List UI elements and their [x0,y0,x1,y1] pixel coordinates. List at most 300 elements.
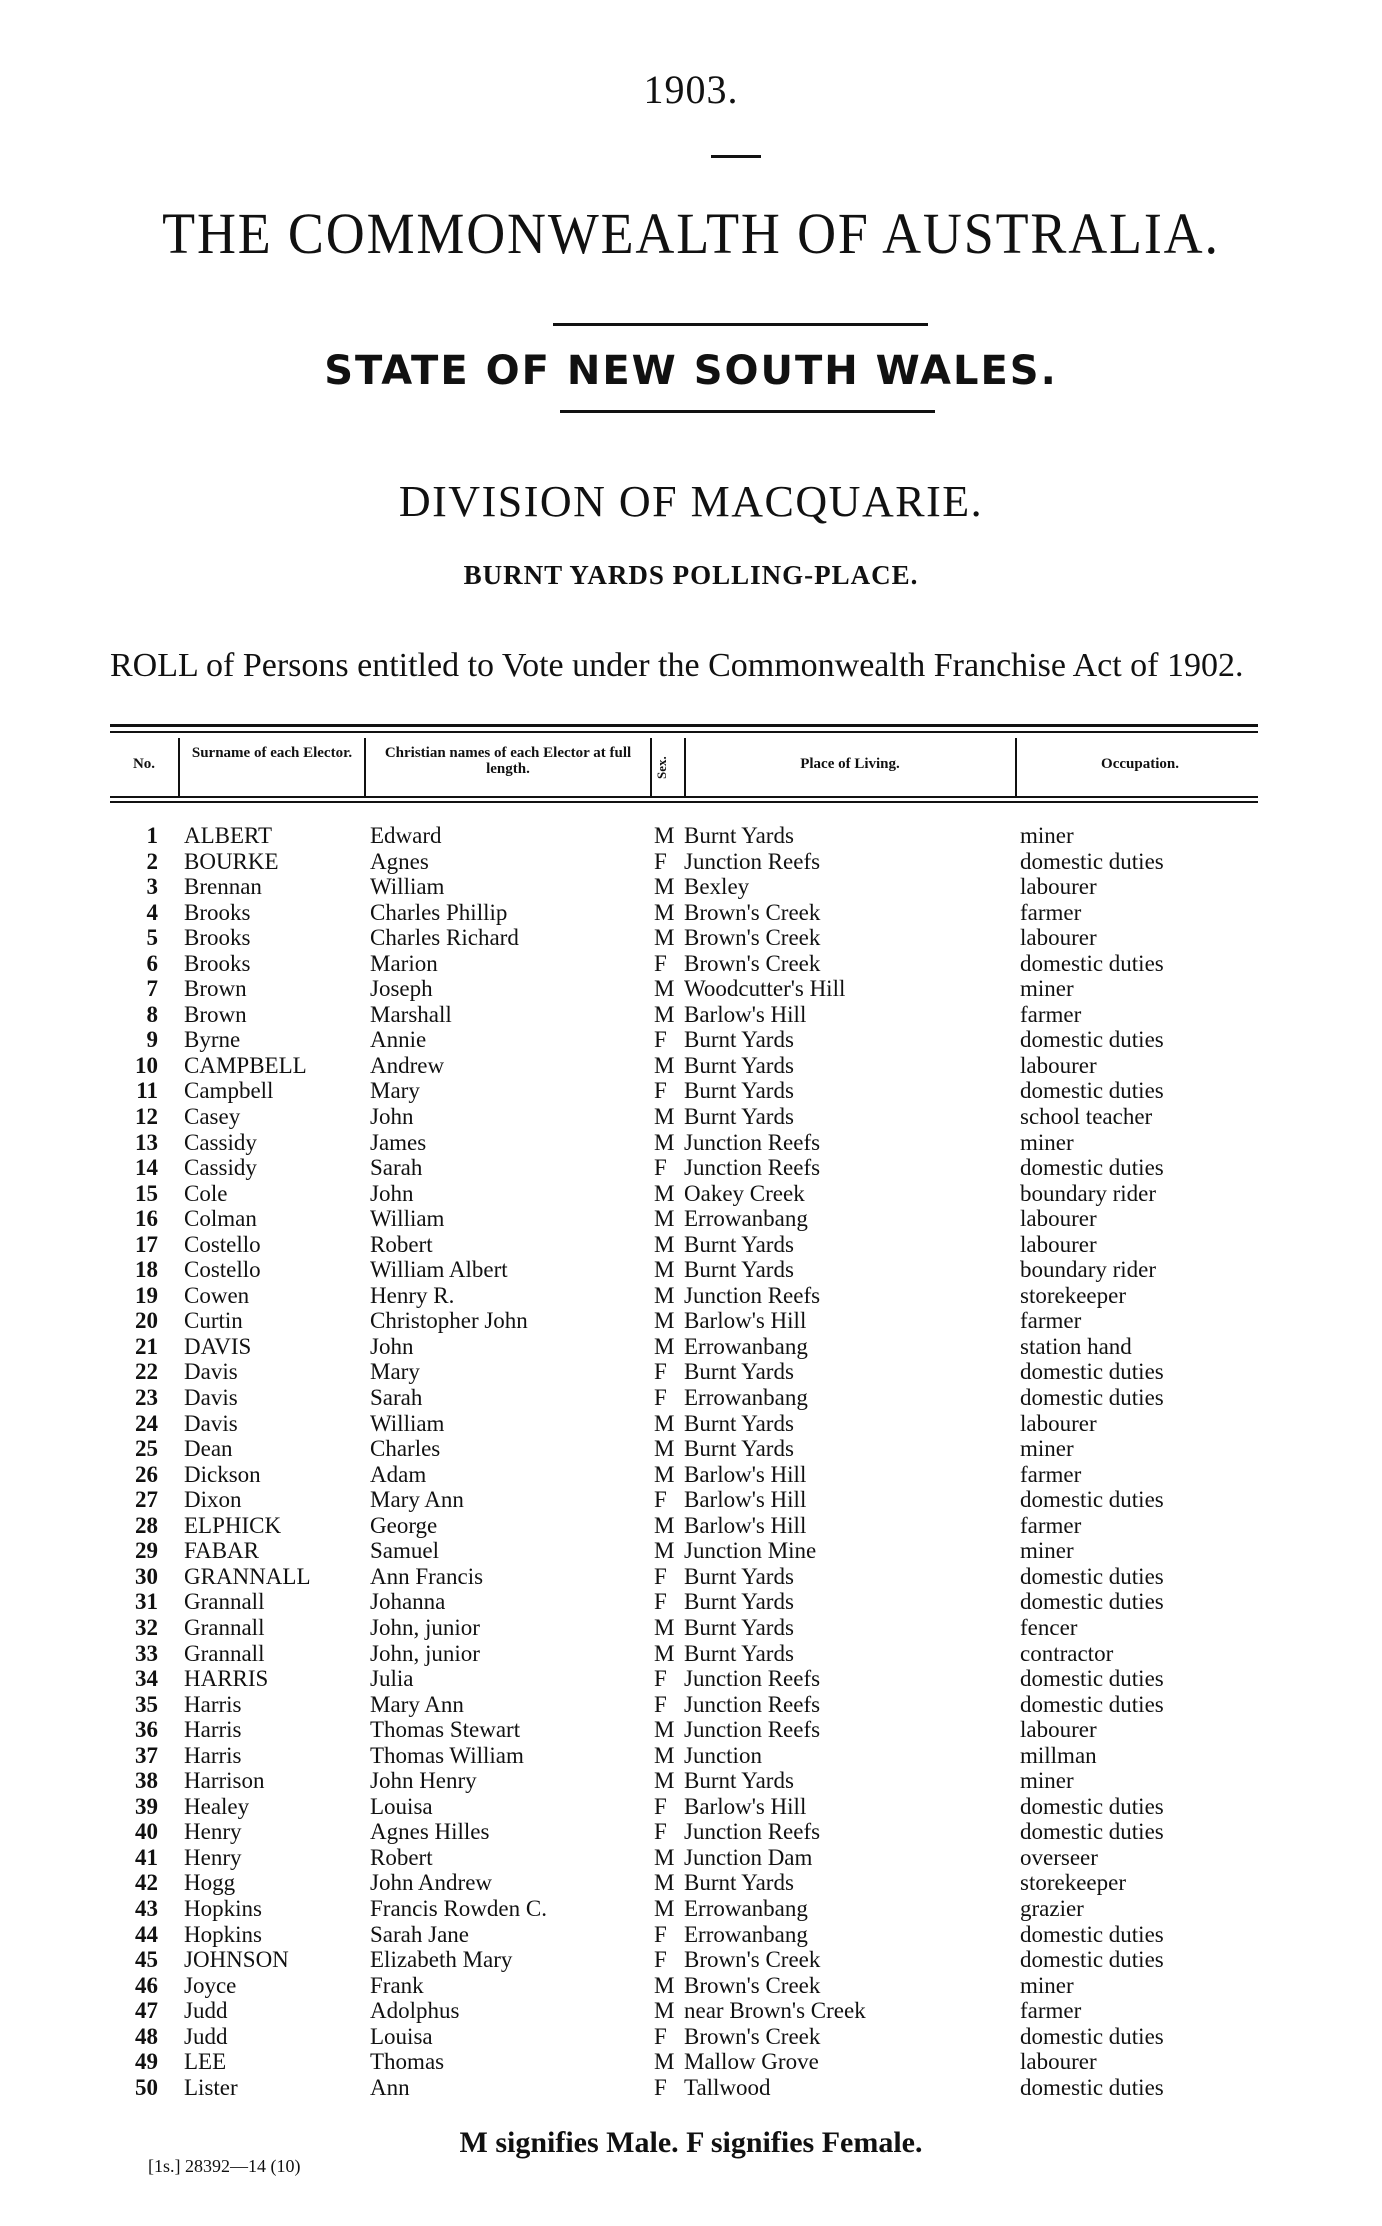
elector-sex: M [654,1333,675,1359]
elector-place: Burnt Yards [684,1436,794,1462]
elector-sex: F [654,848,667,874]
elector-occupation: domestic duties [1020,1563,1164,1589]
elector-occupation: domestic duties [1020,2074,1164,2100]
elector-number: 44 [135,1921,158,1947]
elector-surname: Cole [184,1180,228,1206]
elector-sex: M [654,1180,675,1206]
table-row [0,1078,1382,1104]
elector-number: 48 [135,2023,158,2049]
header-rule-top-inner [110,731,1258,733]
elector-occupation: domestic duties [1020,1793,1164,1819]
elector-occupation: domestic duties [1020,950,1164,976]
elector-number: 14 [135,1155,158,1181]
table-row [0,1717,1382,1743]
elector-surname: Davis [184,1410,238,1436]
table-row [0,1232,1382,1258]
table-row [0,1181,1382,1207]
elector-number: 8 [146,1001,158,1027]
elector-number: 36 [135,1717,158,1743]
column-header-occupation: Occupation. [1101,756,1179,772]
elector-occupation: domestic duties [1020,2023,1164,2049]
elector-sex: M [654,1972,675,1998]
elector-place: Tallwood [684,2074,771,2100]
roll-title: ROLL of Persons entitled to Vote under the Commonwealth Franchise Act of 1902. [110,647,1244,684]
elector-sex: M [654,1614,675,1640]
elector-number: 7 [146,976,158,1002]
elector-surname: Grannall [184,1640,265,1666]
elector-surname: Joyce [184,1972,237,1998]
elector-number: 42 [135,1870,158,1896]
elector-surname: Henry [184,1844,242,1870]
elector-sex: M [654,1895,675,1921]
elector-place: near Brown's Creek [684,1998,866,2024]
elector-surname: Brown [184,1001,247,1027]
elector-christian-names: John, junior [370,1640,480,1666]
table-row [0,976,1382,1002]
elector-occupation: domestic duties [1020,1078,1164,1104]
elector-christian-names: Thomas Stewart [370,1717,521,1743]
elector-occupation: farmer [1020,1461,1082,1487]
elector-place: Junction Dam [684,1844,813,1870]
elector-surname: Harris [184,1691,242,1717]
elector-surname: Lister [184,2074,238,2100]
elector-christian-names: Agnes [370,848,429,874]
elector-occupation: millman [1020,1742,1097,1768]
elector-number: 9 [146,1027,158,1053]
elector-number: 41 [135,1844,158,1870]
elector-number: 16 [135,1206,158,1232]
elector-number: 6 [146,950,158,976]
elector-surname: Hopkins [184,1921,262,1947]
elector-place: Junction [684,1742,762,1768]
elector-sex: M [654,1206,675,1232]
elector-place: Brown's Creek [684,2023,821,2049]
elector-sex: F [654,2023,667,2049]
elector-christian-names: Henry R. [370,1282,455,1308]
table-row [0,1053,1382,1079]
elector-number: 35 [135,1691,158,1717]
elector-surname: Davis [184,1359,238,1385]
elector-surname: JOHNSON [184,1947,289,1973]
elector-sex: F [654,1666,667,1692]
elector-occupation: farmer [1020,1998,1082,2024]
elector-christian-names: Marion [370,950,438,976]
elector-place: Barlow's Hill [684,1487,807,1513]
elector-sex: M [654,1717,675,1743]
elector-surname: Grannall [184,1614,265,1640]
elector-number: 26 [135,1461,158,1487]
table-row [0,1743,1382,1769]
elector-christian-names: Edward [370,823,442,848]
table-row [0,1513,1382,1539]
elector-number: 33 [135,1640,158,1666]
elector-sex: M [654,1742,675,1768]
polling-place-heading: BURNT YARDS POLLING-PLACE. [463,560,919,590]
elector-sex: M [654,2049,675,2075]
elector-sex: M [654,1436,675,1462]
elector-number: 27 [135,1487,158,1513]
elector-number: 10 [135,1052,158,1078]
table-row [0,1973,1382,1999]
elector-occupation: miner [1020,976,1074,1002]
elector-christian-names: William [370,1206,445,1232]
elector-number: 46 [135,1972,158,1998]
elector-place: Errowanbang [684,1206,808,1232]
elector-surname: Byrne [184,1027,241,1053]
elector-number: 3 [146,874,158,900]
elector-christian-names: Mary Ann [370,1691,464,1717]
elector-number: 15 [135,1180,158,1206]
year-heading: 1903. [643,67,739,112]
elector-surname: ELPHICK [184,1512,282,1538]
elector-surname: Cassidy [184,1155,257,1181]
elector-christian-names: Sarah [370,1155,423,1181]
elector-christian-names: Mary [370,1078,420,1104]
table-row [0,1666,1382,1692]
elector-sex: M [654,1844,675,1870]
elector-number: 2 [146,848,158,874]
elector-place: Burnt Yards [684,1870,794,1896]
elector-occupation: miner [1020,1436,1074,1462]
elector-occupation: miner [1020,1972,1074,1998]
elector-list [0,823,1382,2100]
table-row [0,2075,1382,2101]
elector-sex: F [654,2074,667,2100]
elector-sex: M [654,823,675,848]
elector-surname: Dixon [184,1487,242,1513]
table-row [0,1257,1382,1283]
elector-occupation: domestic duties [1020,1589,1164,1615]
elector-occupation: labourer [1020,2049,1097,2075]
table-row [0,925,1382,951]
elector-number: 22 [135,1359,158,1385]
elector-number: 37 [135,1742,158,1768]
elector-occupation: miner [1020,1768,1074,1794]
elector-place: Junction Reefs [684,1819,821,1845]
table-row [0,1334,1382,1360]
elector-sex: M [654,899,675,925]
elector-number: 29 [135,1538,158,1564]
elector-christian-names: Frank [370,1972,424,1998]
elector-place: Burnt Yards [684,1104,794,1130]
elector-surname: GRANNALL [184,1563,311,1589]
table-row [0,1947,1382,1973]
elector-sex: F [654,1793,667,1819]
table-row [0,823,1382,849]
elector-surname: BOURKE [184,848,279,874]
elector-surname: HARRIS [184,1666,269,1692]
elector-occupation: overseer [1020,1844,1098,1870]
table-row [0,1436,1382,1462]
elector-sex: M [654,874,675,900]
table-row [0,1130,1382,1156]
column-divider [178,738,180,796]
elector-sex: M [654,1461,675,1487]
elector-number: 34 [135,1666,158,1692]
elector-surname: Costello [184,1231,261,1257]
elector-sex: M [654,1512,675,1538]
elector-place: Junction Reefs [684,1691,821,1717]
elector-place: Burnt Yards [684,1027,794,1053]
elector-surname: Henry [184,1819,242,1845]
elector-place: Errowanbang [684,1333,808,1359]
elector-sex: M [654,1001,675,1027]
elector-place: Errowanbang [684,1921,808,1947]
elector-occupation: labourer [1020,1231,1097,1257]
elector-sex: F [654,1385,667,1411]
elector-place: Junction Reefs [684,1282,821,1308]
elector-place: Mallow Grove [684,2049,819,2075]
elector-place: Brown's Creek [684,950,821,976]
elector-sex: F [654,1947,667,1973]
column-header-place: Place of Living. [800,756,900,772]
elector-surname: Hopkins [184,1895,262,1921]
elector-sex: M [654,1052,675,1078]
table-row [0,1027,1382,1053]
elector-occupation: labourer [1020,1717,1097,1743]
elector-sex: F [654,1027,667,1053]
elector-number: 20 [135,1308,158,1334]
elector-surname: Harris [184,1742,242,1768]
elector-number: 11 [136,1078,158,1104]
elector-occupation: labourer [1020,1410,1097,1436]
elector-sex: F [654,1155,667,1181]
elector-occupation: domestic duties [1020,1385,1164,1411]
elector-christian-names: Thomas [370,2049,445,2075]
elector-christian-names: John [370,1104,414,1130]
elector-surname: Brennan [184,874,262,900]
elector-surname: Campbell [184,1078,274,1104]
table-row [0,1104,1382,1130]
elector-occupation: school teacher [1020,1104,1153,1130]
column-header-surname: Surname of each Elector. [191,745,353,761]
elector-number: 31 [135,1589,158,1615]
elector-christian-names: John Andrew [370,1870,493,1896]
elector-number: 39 [135,1793,158,1819]
table-row [0,1896,1382,1922]
elector-place: Junction Reefs [684,1666,821,1692]
printer-imprint: [1s.] 28392—14 (10) [148,2156,301,2176]
elector-place: Brown's Creek [684,899,821,925]
table-row [0,1002,1382,1028]
table-row [0,1308,1382,1334]
sex-legend: M signifies Male. F signifies Female. [459,2126,923,2159]
elector-surname: ALBERT [184,823,273,848]
elector-number: 28 [135,1512,158,1538]
elector-sex: M [654,1998,675,2024]
column-divider [1015,738,1017,796]
elector-christian-names: Louisa [370,2023,433,2049]
elector-place: Brown's Creek [684,1947,821,1973]
elector-sex: F [654,950,667,976]
elector-surname: Cowen [184,1282,250,1308]
elector-place: Brown's Creek [684,1972,821,1998]
elector-surname: Casey [184,1104,241,1130]
table-row [0,2049,1382,2075]
column-header-christian: Christian names of each Elector at full length. [384,745,632,777]
table-row [0,1768,1382,1794]
table-row [0,1411,1382,1437]
elector-surname: Curtin [184,1308,243,1334]
elector-christian-names: Christopher John [370,1308,528,1334]
elector-number: 43 [135,1895,158,1921]
elector-surname: Judd [184,2023,228,2049]
elector-surname: Dickson [184,1461,261,1487]
elector-sex: M [654,1129,675,1155]
elector-number: 40 [135,1819,158,1845]
elector-occupation: contractor [1020,1640,1114,1666]
table-row [0,1206,1382,1232]
elector-sex: F [654,1921,667,1947]
elector-surname: FABAR [184,1538,259,1564]
title-rule [553,323,928,326]
elector-occupation: farmer [1020,899,1082,925]
elector-sex: F [654,1589,667,1615]
elector-number: 17 [135,1231,158,1257]
year-rule [711,155,761,158]
elector-place: Junction Reefs [684,1155,821,1181]
elector-number: 49 [135,2049,158,2075]
elector-surname: LEE [184,2049,227,2075]
elector-occupation: domestic duties [1020,1666,1164,1692]
table-row [0,1870,1382,1896]
elector-number: 19 [135,1282,158,1308]
elector-number: 4 [146,899,158,925]
elector-sex: M [654,1768,675,1794]
elector-place: Burnt Yards [684,1589,794,1615]
table-row [0,951,1382,977]
elector-place: Bexley [684,874,750,900]
table-row [0,1589,1382,1615]
elector-place: Woodcutter's Hill [684,976,846,1002]
elector-place: Burnt Yards [684,1078,794,1104]
elector-christian-names: Elizabeth Mary [370,1947,513,1973]
elector-occupation: labourer [1020,1206,1097,1232]
elector-place: Burnt Yards [684,823,794,848]
elector-place: Burnt Yards [684,1410,794,1436]
elector-christian-names: Mary Ann [370,1487,464,1513]
elector-place: Barlow's Hill [684,1512,807,1538]
elector-surname: Davis [184,1385,238,1411]
elector-number: 25 [135,1436,158,1462]
table-row [0,1692,1382,1718]
elector-number: 32 [135,1614,158,1640]
elector-number: 50 [135,2074,158,2100]
header-rule-top [110,724,1258,727]
table-row [0,1283,1382,1309]
elector-occupation: domestic duties [1020,1819,1164,1845]
elector-sex: M [654,1308,675,1334]
elector-christian-names: Adolphus [370,1998,460,2024]
table-row [0,1385,1382,1411]
elector-occupation: labourer [1020,925,1097,951]
elector-place: Junction Reefs [684,1129,821,1155]
table-row [0,2024,1382,2050]
table-row [0,1538,1382,1564]
elector-sex: F [654,1487,667,1513]
elector-christian-names: Agnes Hilles [370,1819,490,1845]
elector-occupation: boundary rider [1020,1180,1157,1206]
elector-number: 24 [135,1410,158,1436]
elector-occupation: domestic duties [1020,1027,1164,1053]
elector-surname: Harris [184,1717,242,1743]
table-row [0,1462,1382,1488]
state-heading: STATE OF NEW SOUTH WALES. [324,348,1058,394]
elector-surname: Brooks [184,925,251,951]
elector-occupation: farmer [1020,1512,1082,1538]
elector-christian-names: Annie [370,1027,427,1053]
elector-number: 23 [135,1385,158,1411]
elector-sex: M [654,1282,675,1308]
header-rule-bottom-inner [110,801,1258,803]
elector-number: 18 [135,1257,158,1283]
elector-christian-names: Robert [370,1231,433,1257]
elector-occupation: grazier [1020,1895,1084,1921]
table-row [0,1922,1382,1948]
elector-surname: Costello [184,1257,261,1283]
document-title: THE COMMONWEALTH OF AUSTRALIA. [162,201,1220,266]
table-row [0,1359,1382,1385]
elector-occupation: labourer [1020,1052,1097,1078]
elector-occupation: domestic duties [1020,1921,1164,1947]
state-rule [560,410,935,413]
elector-christian-names: Ann Francis [370,1563,484,1589]
elector-surname: Hogg [184,1870,236,1896]
elector-sex: M [654,976,675,1002]
elector-number: 1 [146,823,158,848]
elector-place: Barlow's Hill [684,1308,807,1334]
elector-number: 13 [135,1129,158,1155]
elector-surname: Colman [184,1206,257,1232]
elector-christian-names: Johanna [370,1589,446,1615]
elector-occupation: fencer [1020,1614,1078,1640]
elector-occupation: domestic duties [1020,1359,1164,1385]
elector-place: Burnt Yards [684,1052,794,1078]
elector-christian-names: John, junior [370,1614,480,1640]
elector-surname: DAVIS [184,1333,252,1359]
elector-place: Burnt Yards [684,1640,794,1666]
elector-christian-names: William Albert [370,1257,508,1283]
elector-occupation: boundary rider [1020,1257,1157,1283]
column-divider [650,738,652,796]
table-row [0,1998,1382,2024]
elector-number: 5 [146,925,158,951]
elector-sex: F [654,1359,667,1385]
elector-occupation: domestic duties [1020,848,1164,874]
table-row [0,1487,1382,1513]
column-divider [364,738,366,796]
column-header-no: No. [132,756,156,772]
elector-occupation: miner [1020,1538,1074,1564]
table-row [0,1845,1382,1871]
table-row [0,1794,1382,1820]
elector-sex: M [654,1410,675,1436]
elector-occupation: farmer [1020,1308,1082,1334]
elector-place: Junction Reefs [684,1717,821,1743]
elector-place: Oakey Creek [684,1180,805,1206]
elector-christian-names: Thomas William [370,1742,524,1768]
elector-occupation: miner [1020,1129,1074,1155]
elector-place: Burnt Yards [684,1257,794,1283]
elector-christian-names: Sarah [370,1385,423,1411]
elector-place: Errowanbang [684,1895,808,1921]
elector-place: Burnt Yards [684,1231,794,1257]
elector-sex: F [654,1078,667,1104]
elector-christian-names: Julia [370,1666,414,1692]
elector-number: 21 [135,1333,158,1359]
elector-christian-names: John [370,1180,414,1206]
elector-sex: F [654,1691,667,1717]
